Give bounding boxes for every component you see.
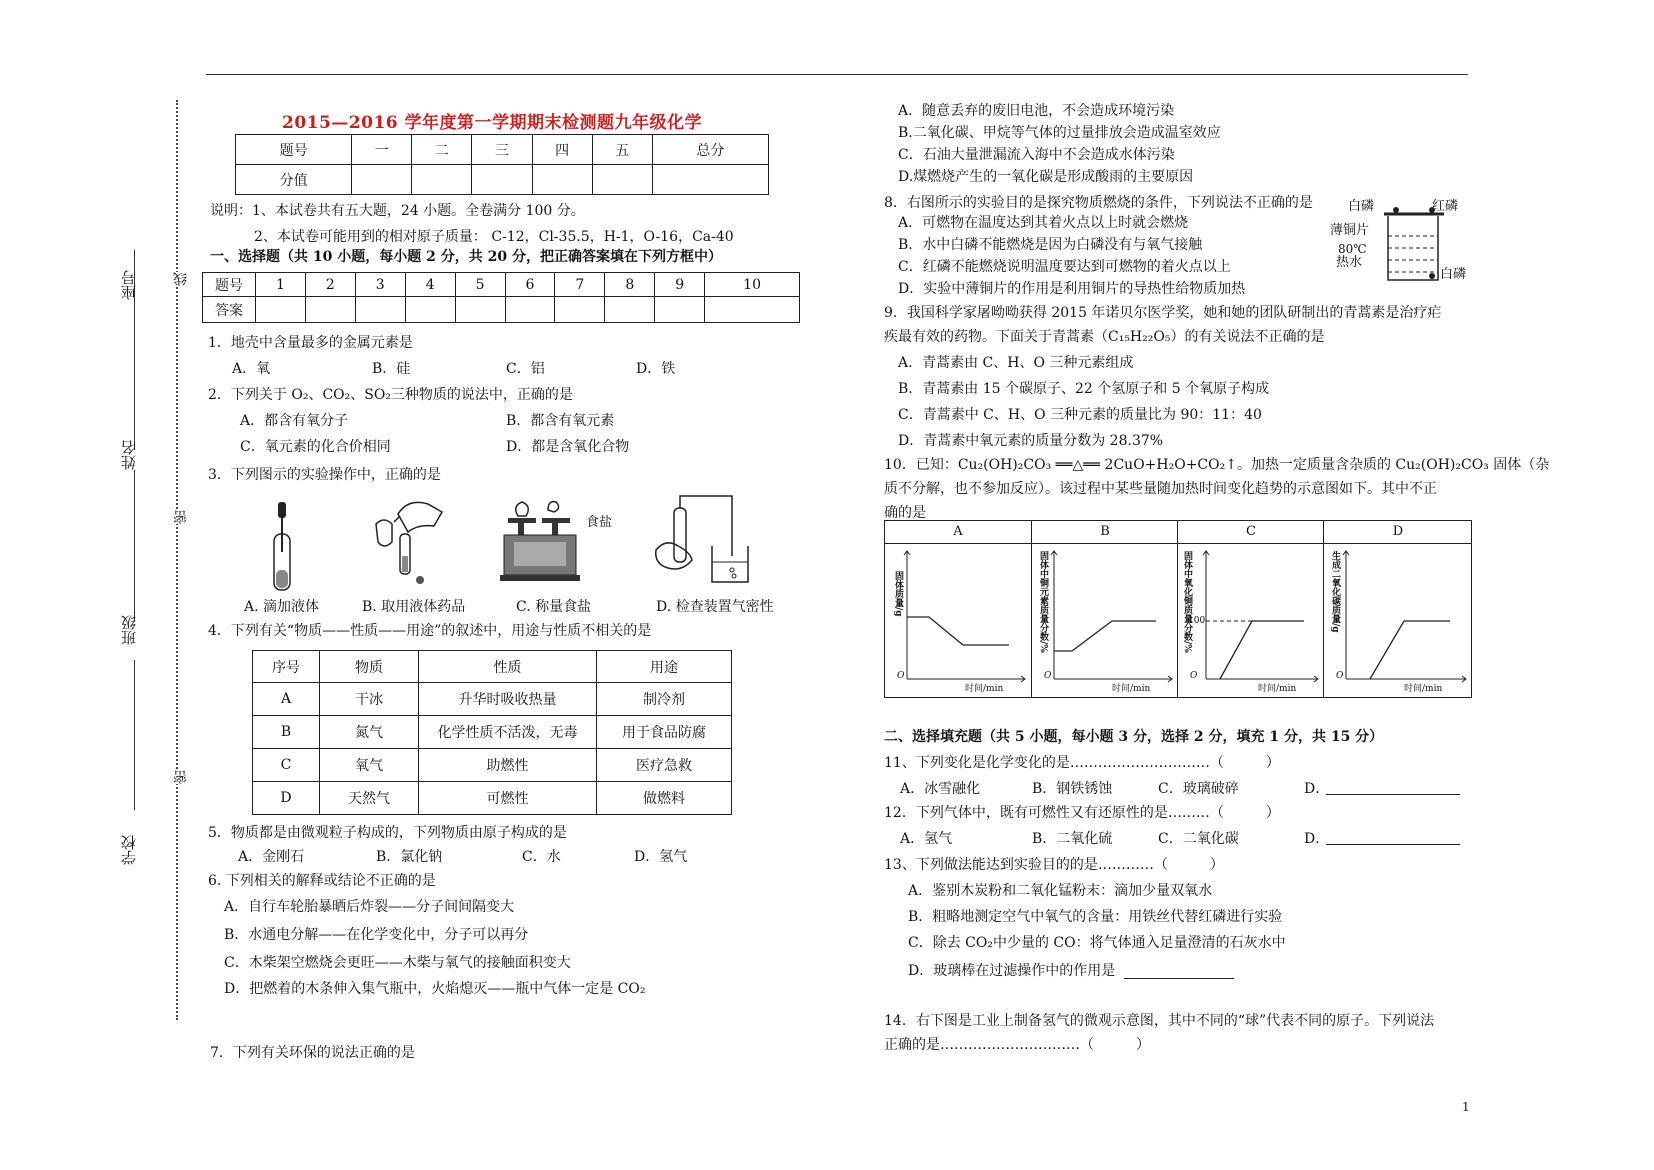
q6-option-a: A．自行车轮胎暴晒后炸裂——分子间间隔变大 — [224, 899, 515, 915]
score-cell[interactable] — [592, 165, 652, 195]
q3-stem: 3．下列图示的实验操作中，正确的是 — [208, 467, 441, 483]
answer-table — [202, 272, 800, 323]
q13-option-b: B．粗略地测定空气中氧气的含量：用铁丝代替红磷进行实验 — [908, 909, 1283, 925]
q12-option-d: D． — [1304, 831, 1330, 847]
q13-fill-blank[interactable] — [1124, 978, 1234, 979]
answer-cell[interactable] — [655, 297, 705, 323]
q6-option-b: B．水通电分解——在化学变化中，分子可以再分 — [224, 927, 529, 943]
answer-table-header-cell: 4 — [405, 273, 455, 297]
q10-stem-line-1: 10．已知：Cu₂(OH)₂CO₃ ══△══ 2CuO+H₂O+CO₂↑。加热一定质量含杂质的 Cu₂(OH)₂CO₃ 固体（杂 — [884, 457, 1550, 473]
q3-option-b: B. 取用液体药品 — [362, 599, 466, 615]
q10-chart-a — [885, 521, 1031, 697]
binding-char-seal-2: 密 — [173, 770, 189, 784]
q4-table-header: 用途 — [597, 651, 732, 683]
q8-label-white-phosphorus-top: 白磷 — [1348, 199, 1375, 214]
q10-charts-panel — [884, 520, 1472, 698]
answer-table-header-cell: 10 — [705, 273, 800, 297]
q10-chart-d-ylabel: 生成二氧化碳质量/g — [1330, 551, 1340, 633]
q1-stem: 1．地壳中含量最多的金属元素是 — [208, 335, 413, 351]
q12-option-b: B．二氧化硫 — [1032, 831, 1113, 847]
score-cell[interactable] — [352, 165, 412, 195]
q4-table-cell: 化学性质不活泼，无毒 — [419, 716, 597, 749]
q11-stem: 11、下列变化是化学变化的是…………………………（ ） — [884, 755, 1280, 771]
q5-option-c: C．水 — [522, 849, 561, 865]
q7-option-b: B.二氧化碳、甲烷等气体的过量排放会造成温室效应 — [898, 125, 1221, 141]
q10-stem-line-3: 确的是 — [884, 505, 926, 521]
q10-chart-b — [1031, 521, 1178, 697]
note-2: 2、本试卷可能用到的相对原子质量： C-12，Cl-35.5，H-1，O-16，Ca-40 — [254, 229, 734, 245]
answer-table-header-cell: 6 — [505, 273, 555, 297]
q4-table-cell: 助燃性 — [419, 749, 597, 782]
q2-option-b: B．都含有氧元素 — [506, 413, 615, 429]
q13-option-c: C．除去 CO₂中少量的 CO：将气体通入足量澄清的石灰水中 — [908, 935, 1286, 951]
answer-table-header-cell: 3 — [355, 273, 405, 297]
answer-cell[interactable] — [355, 297, 405, 323]
q10-chart-a-origin: O — [897, 671, 905, 681]
q10-chart-b-head: B — [1032, 521, 1178, 544]
q4-table-cell: 医疗急救 — [597, 749, 732, 782]
q4-table-cell: 干冰 — [320, 683, 419, 716]
q13-option-d: D．玻璃棒在过滤操作中的作用是 — [908, 963, 1116, 979]
q11-option-b: B．钢铁锈蚀 — [1032, 781, 1113, 797]
q14-stem-line-1: 14．右下图是工业上制备氢气的微观示意图，其中不同的“球”代表不同的原子。下列说法 — [884, 1013, 1435, 1029]
answer-table-header-cell: 2 — [305, 273, 355, 297]
score-cell[interactable] — [472, 165, 532, 195]
q4-table-cell: C — [253, 749, 320, 782]
q9-option-b: B．青蒿素由 15 个碳原子、22 个氢原子和 5 个氧原子构成 — [898, 381, 1270, 397]
q4-table-header: 性质 — [419, 651, 597, 683]
q3-option-a: A. 滴加液体 — [244, 599, 320, 615]
answer-table-header-cell: 5 — [455, 273, 505, 297]
section1-heading: 一、选择题（共 10 小题，每小题 2 分，共 20 分，把正确答案填在下列方框中） — [210, 249, 722, 265]
answer-cell[interactable] — [455, 297, 505, 323]
q3-image-c-balance — [500, 490, 580, 590]
q12-stem: 12．下列气体中，既有可燃性又有还原性的是………（ ） — [884, 805, 1280, 821]
score-table-header-cell: 五 — [592, 135, 652, 165]
q10-stem-line-2: 质不分解，也不参加反应）。该过程中某些量随加热时间变化趋势的示意图如下。其中不正 — [884, 481, 1437, 497]
q8-option-c: C．红磷不能燃烧说明温度要达到可燃物的着火点以上 — [898, 259, 1231, 275]
answer-table-header-cell: 7 — [555, 273, 605, 297]
q10-chart-c-plot — [1178, 521, 1324, 697]
name-blank — [134, 300, 135, 450]
q5-option-d: D．氢气 — [634, 849, 688, 865]
q10-chart-d — [1323, 521, 1472, 697]
exam-title: 2015—2016 学年度第一学期期末检测题九年级化学 — [282, 113, 703, 133]
q14-stem-line-2: 正确的是…………………………（ ） — [884, 1037, 1150, 1053]
q8-label-temperature: 80℃ — [1338, 242, 1367, 256]
q10-chart-c — [1177, 521, 1324, 697]
q10-chart-d-origin: O — [1336, 671, 1344, 681]
class-label: 班级 — [120, 615, 138, 645]
score-cell[interactable] — [652, 165, 768, 195]
score-cell[interactable] — [412, 165, 472, 195]
q10-chart-c-mark: 100 — [1188, 616, 1206, 626]
score-table-header-cell: 三 — [472, 135, 532, 165]
q8-label-copper-sheet: 薄铜片 — [1330, 223, 1370, 238]
q10-chart-c-origin: O — [1190, 671, 1198, 681]
q4-table-cell: 天然气 — [320, 782, 419, 815]
section2-heading: 二、选择填充题（共 5 小题，每小题 3 分，选择 2 分，填充 1 分，共 15 分） — [884, 729, 1384, 745]
q3-image-a-dropper — [268, 500, 298, 596]
answer-cell[interactable] — [405, 297, 455, 323]
q4-table-header: 序号 — [253, 651, 320, 683]
answer-cell[interactable] — [555, 297, 605, 323]
q9-option-a: A．青蒿素由 C、H、O 三种元素组成 — [898, 355, 1134, 371]
q4-table-cell: 氧气 — [320, 749, 419, 782]
q5-stem: 5．物质都是由微观粒子构成的，下列物质由原子构成的是 — [208, 825, 567, 841]
q6-stem: 6. 下列相关的解释或结论不正确的是 — [208, 873, 436, 889]
q6-option-c: C．木柴架空燃烧会更旺——木柴与氧气的接触面积变大 — [224, 955, 571, 971]
q1-option-a: A．氧 — [232, 361, 271, 377]
q12-option-c: C．二氧化碳 — [1158, 831, 1239, 847]
score-table-header-cell: 四 — [532, 135, 592, 165]
q9-option-d: D．青蒿素中氧元素的质量分数为 28.37% — [898, 433, 1164, 449]
q1-option-c: C．铝 — [506, 361, 545, 377]
answer-cell[interactable] — [605, 297, 655, 323]
q2-option-c: C．氧元素的化合价相同 — [240, 439, 391, 455]
q1-option-b: B．硅 — [372, 361, 411, 377]
q3-image-b-pouring — [370, 494, 450, 594]
q4-stem: 4．下列有关“物质——性质——用途”的叙述中，用途与性质不相关的是 — [208, 623, 652, 639]
page-number: 1 — [1462, 1100, 1470, 1114]
q4-table-cell: A — [253, 683, 320, 716]
q8-label-red-phosphorus: 红磷 — [1432, 199, 1459, 214]
q13-option-a: A．鉴别木炭粉和二氧化锰粉末：滴加少量双氧水 — [908, 883, 1213, 899]
q4-table — [252, 650, 732, 815]
q10-chart-d-plot — [1324, 521, 1472, 697]
q8-label-white-phosphorus-water: 白磷 — [1440, 267, 1467, 282]
q4-table-cell: 做燃料 — [597, 782, 732, 815]
q4-table-cell: 制冷剂 — [597, 683, 732, 716]
q3-image-d-airtight — [648, 490, 758, 592]
answer-table-header-cell: 9 — [655, 273, 705, 297]
q4-table-header: 物质 — [320, 651, 419, 683]
q10-chart-c-ylabel: 固体中氧化铜质量分数/% — [1182, 551, 1192, 653]
q12-fill-blank[interactable] — [1326, 844, 1460, 845]
q5-option-b: B．氯化钠 — [376, 849, 443, 865]
q8-option-d: D．实验中薄铜片的作用是利用铜片的导热性给物质加热 — [898, 281, 1246, 297]
score-table-header-cell: 二 — [412, 135, 472, 165]
q2-stem: 2．下列关于 O₂、CO₂、SO₂三种物质的说法中，正确的是 — [208, 387, 573, 403]
q10-chart-c-head: C — [1178, 521, 1324, 544]
q10-chart-b-plot — [1032, 521, 1178, 697]
score-table-row-label: 分值 — [236, 165, 352, 195]
q11-fill-blank[interactable] — [1326, 794, 1460, 795]
q6-option-d: D．把燃着的木条伸入集气瓶中，火焰熄灭——瓶中气体一定是 CO₂ — [224, 981, 646, 997]
q10-chart-a-plot — [885, 521, 1031, 697]
q10-chart-d-xlabel: 时间/min — [1404, 684, 1443, 694]
q10-chart-b-ylabel: 固体中铜元素质量分数/% — [1038, 551, 1048, 653]
school-blank — [134, 660, 135, 810]
q4-table-cell: D — [253, 782, 320, 815]
q8-option-a: A．可燃物在温度达到其着火点以上时就会燃烧 — [898, 215, 1189, 231]
q12-option-a: A．氢气 — [900, 831, 953, 847]
q10-chart-a-xlabel: 时间/min — [965, 684, 1004, 694]
answer-cell[interactable] — [305, 297, 355, 323]
q8-stem: 8．右图所示的实验目的是探究物质燃烧的条件，下列说法不正确的是 — [884, 195, 1313, 211]
q9-stem-line-2: 疾最有效的药物。下面关于青蒿素（C₁₅H₂₂O₅）的有关说法不正确的是 — [884, 329, 1325, 345]
q11-option-c: C．玻璃破碎 — [1158, 781, 1239, 797]
answer-cell[interactable] — [705, 297, 800, 323]
q9-stem-line-1: 9．我国科学家屠呦呦获得 2015 年诺贝尔医学奖，她和她的团队研制出的青蒿素是治疗疟 — [884, 305, 1442, 321]
q7-option-d: D.煤燃烧产生的一氧化碳是形成酸雨的主要原因 — [898, 169, 1194, 185]
answer-cell[interactable] — [256, 297, 306, 323]
q7-stem: 7．下列有关环保的说法正确的是 — [210, 1045, 415, 1061]
q8-label-hot-water: 热水 — [1336, 255, 1363, 270]
q10-chart-c-xlabel: 时间/min — [1258, 684, 1297, 694]
answer-table-row-label: 答案 — [203, 297, 256, 323]
q4-table-cell: B — [253, 716, 320, 749]
q13-stem: 13、下列做法能达到实验目的的是…………（ ） — [884, 857, 1224, 873]
q10-chart-a-ylabel: 固体质量/g — [893, 571, 903, 617]
q11-option-d: D． — [1304, 781, 1330, 797]
q8-option-b: B．水中白磷不能燃烧是因为白磷没有与氧气接触 — [898, 237, 1203, 253]
q11-option-a: A．冰雪融化 — [900, 781, 981, 797]
note-1: 说明：1、本试卷共有五大题，24 小题。全卷满分 100 分。 — [210, 203, 585, 219]
seat-number-label: 座号 — [120, 270, 138, 300]
answer-table-header-cell: 8 — [605, 273, 655, 297]
binding-char-line: 线 — [173, 272, 189, 286]
q3-salt-label: 食盐 — [586, 515, 613, 530]
q1-option-d: D．铁 — [636, 361, 676, 377]
answer-table-header-cell: 1 — [256, 273, 306, 297]
q10-chart-b-xlabel: 时间/min — [1112, 684, 1151, 694]
score-table-header-cell: 题号 — [236, 135, 352, 165]
q7-option-c: C．石油大量泄漏流入海中不会造成水体污染 — [898, 147, 1175, 163]
q9-option-c: C．青蒿素中 C、H、O 三种元素的质量比为 90：11：40 — [898, 407, 1262, 423]
q7-option-a: A．随意丢弃的废旧电池，不会造成环境污染 — [898, 103, 1175, 119]
binding-dotted-line — [176, 100, 178, 1020]
school-label: 学校 — [120, 835, 138, 865]
score-table-header-cell: 总分 — [652, 135, 768, 165]
q5-option-a: A．金刚石 — [238, 849, 305, 865]
answer-table-header-cell: 题号 — [203, 273, 256, 297]
binding-char-seal-1: 密 — [173, 510, 189, 524]
q2-option-d: D．都是含氧化合物 — [506, 439, 630, 455]
q4-table-cell: 用于食品防腐 — [597, 716, 732, 749]
q4-table-cell: 可燃性 — [419, 782, 597, 815]
q10-chart-d-head: D — [1324, 521, 1472, 544]
q3-option-d: D. 检查装置气密性 — [656, 599, 774, 615]
q3-option-c: C. 称量食盐 — [516, 599, 592, 615]
class-blank — [134, 470, 135, 620]
score-table-header-cell: 一 — [352, 135, 412, 165]
q10-chart-a-head: A — [885, 521, 1031, 544]
q4-table-cell: 氮气 — [320, 716, 419, 749]
answer-cell[interactable] — [505, 297, 555, 323]
q10-chart-b-origin: O — [1044, 671, 1052, 681]
q2-option-a: A．都含有氧分子 — [240, 413, 349, 429]
score-cell[interactable] — [532, 165, 592, 195]
q4-table-cell: 升华时吸收热量 — [419, 683, 597, 716]
score-table — [235, 134, 769, 195]
name-label: 姓名 — [120, 440, 138, 470]
header-rule — [206, 74, 1468, 75]
